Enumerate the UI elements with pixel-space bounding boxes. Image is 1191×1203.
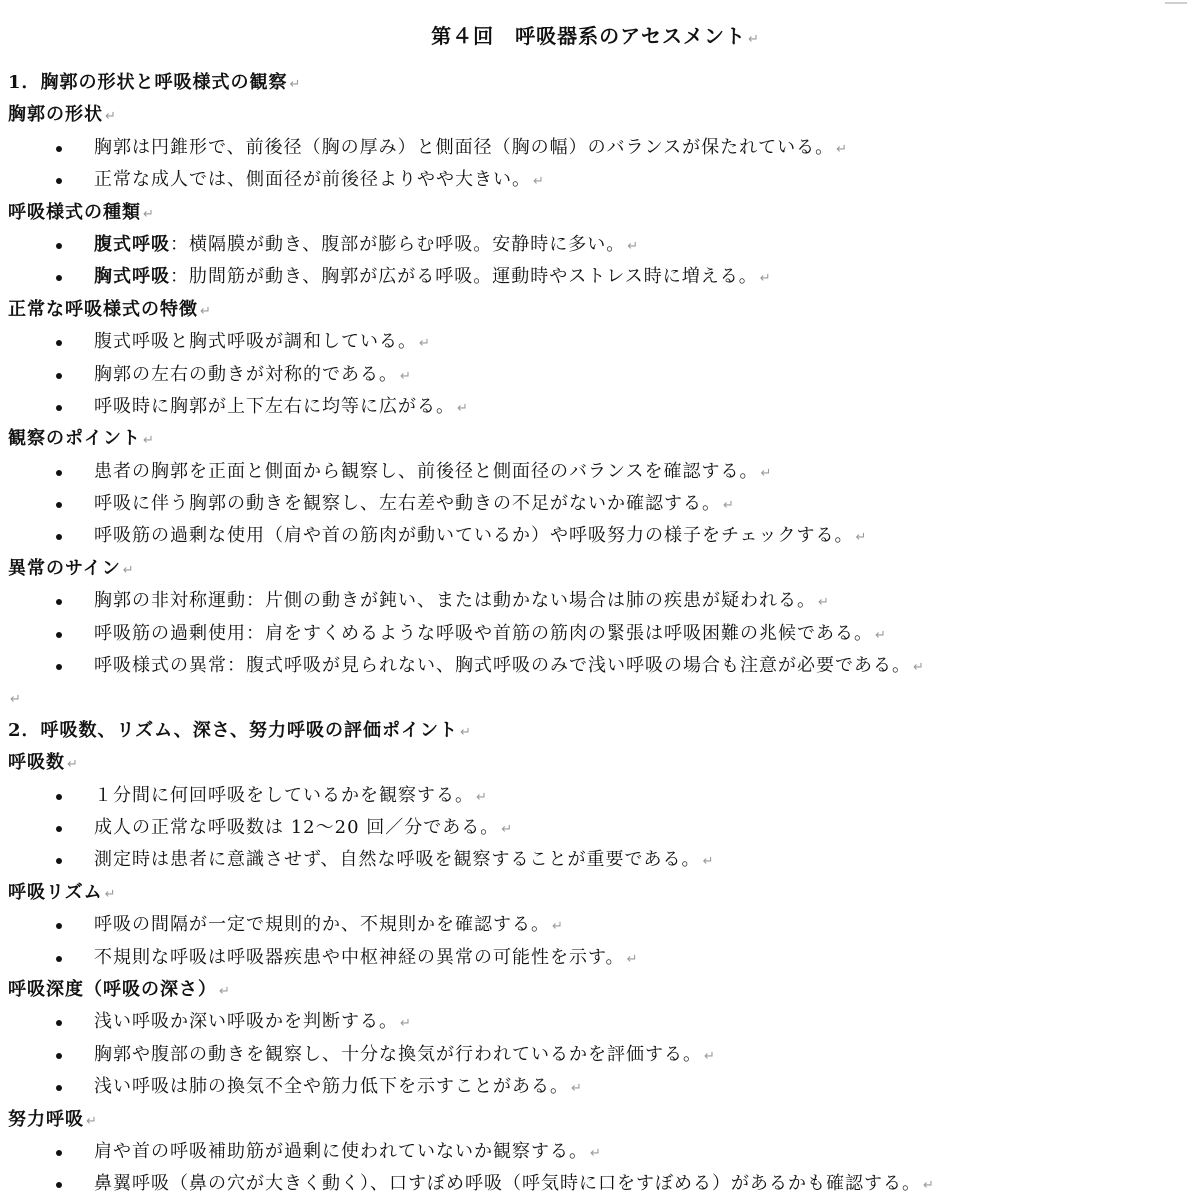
paragraph-mark-icon: ↵ — [143, 206, 155, 222]
bullet-icon — [56, 956, 62, 962]
list-item — [8, 359, 1183, 391]
subsection-heading — [8, 99, 1183, 131]
paragraph-mark-icon: ↵ — [457, 400, 469, 416]
list-item — [8, 326, 1183, 358]
subsection-heading-text: 異常のサイン — [8, 557, 121, 579]
bullet-icon — [56, 405, 62, 411]
bold-term: 腹式呼吸 — [94, 233, 170, 255]
paragraph-mark-icon: ↵ — [104, 886, 117, 902]
subsection-heading-text: 呼吸様式の種類 — [8, 201, 141, 223]
paragraph-mark-icon: ↵ — [913, 660, 925, 676]
bullet-icon — [56, 146, 62, 152]
list-item-text: 胸郭の非対称運動：片側の動きが鈍い、または動かない場合は肺の疾患が疑われる。 — [94, 590, 816, 612]
list-item-text: 成人の正常な呼吸数は 12～20 回／分である。 — [94, 816, 500, 838]
bullet-icon — [56, 664, 62, 670]
list-item — [8, 585, 1183, 617]
list-item-text: 呼吸時に胸郭が上下左右に均等に広がる。 — [94, 395, 455, 417]
paragraph-mark-icon: ↵ — [760, 465, 773, 481]
list-item-text: 呼吸筋の過剰使用：肩をすくめるような呼吸や首筋の筋肉の緊張は呼吸困難の兆候である。 — [94, 622, 873, 644]
paragraph-mark-icon: ↵ — [200, 303, 212, 319]
list-item-text: 呼吸様式の異常：腹式呼吸が見られない、胸式呼吸のみで浅い呼吸の場合も注意が必要である。 — [94, 655, 911, 677]
paragraph-mark-icon: ↵ — [400, 1016, 412, 1032]
subsection-heading — [8, 1104, 1183, 1136]
list-item-text: 胸郭や腹部の動きを観察し、十分な換気が行われているかを評価する。 — [94, 1043, 702, 1065]
list-item-text: 患者の胸郭を正面と側面から観察し、前後径と側面径のバランスを確認する。 — [94, 460, 759, 482]
list-item-text: 腹式呼吸と胸式呼吸が調和している。 — [94, 331, 417, 353]
list-item-text: 浅い呼吸か深い呼吸かを判断する。 — [94, 1011, 398, 1033]
subsection-heading — [8, 974, 1183, 1006]
bullet-icon — [56, 794, 62, 800]
paragraph-mark-icon: ↵ — [875, 627, 887, 643]
paragraph-mark-icon: ↵ — [533, 174, 545, 190]
paragraph-mark-icon: ↵ — [590, 1145, 602, 1161]
subsection-heading-text: 観察のポイント — [8, 428, 141, 450]
document-title — [0, 20, 1191, 49]
subsection-heading-text: 努力呼吸 — [8, 1108, 84, 1130]
page-corner-mark — [1165, 2, 1187, 4]
bullet-icon — [56, 632, 62, 638]
list-item — [8, 1039, 1183, 1071]
list-item-text: 肩や首の呼吸補助筋が過剰に使われていないか観察する。 — [94, 1140, 588, 1162]
bullet-icon — [56, 502, 62, 508]
subsection-heading-text: 呼吸深度（呼吸の深さ） — [8, 978, 217, 1000]
list-item — [8, 132, 1183, 164]
bullet-icon — [56, 534, 62, 540]
paragraph-mark-icon: ↵ — [67, 757, 79, 773]
list-item-text: ：肋間筋が動き、胸郭が広がる呼吸。運動時やストレス時に増える。 — [170, 266, 758, 288]
subsection-heading-text: 胸郭の形状 — [8, 104, 103, 126]
bullet-icon — [56, 1182, 62, 1188]
bullet-icon — [56, 178, 62, 184]
list-item-text: 浅い呼吸は肺の換気不全や筋力低下を示すことがある。 — [94, 1076, 569, 1098]
document-body — [8, 67, 1183, 1201]
list-item-text: 正常な成人では、側面径が前後径よりやや大きい。 — [94, 169, 531, 191]
list-item — [8, 844, 1183, 876]
bold-term: 胸式呼吸 — [94, 266, 170, 288]
subsection-heading — [8, 747, 1183, 779]
subsection-heading — [8, 294, 1183, 326]
bullet-icon — [56, 470, 62, 476]
bullet-icon — [56, 243, 62, 249]
list-item-text: 不規則な呼吸は呼吸器疾患や中枢神経の異常の可能性を示す。 — [94, 946, 625, 968]
bullet-icon — [56, 826, 62, 832]
bullet-icon — [56, 340, 62, 346]
paragraph-mark-icon: ↵ — [836, 141, 849, 157]
paragraph-mark-icon: ↵ — [289, 77, 302, 92]
title-text: 第４回 呼吸器系のアセスメント — [431, 24, 746, 48]
paragraph-mark-icon: ↵ — [571, 1081, 583, 1097]
bullet-icon — [56, 1085, 62, 1091]
bullet-icon — [56, 858, 62, 864]
list-item — [8, 812, 1183, 844]
paragraph-mark-icon: ↵ — [552, 919, 564, 935]
list-item-text: 鼻翼呼吸（鼻の穴が大きく動く）、口すぼめ呼吸（呼気時に口をすぼめる）があるかも確認する。 — [94, 1173, 921, 1195]
section-heading — [8, 67, 1183, 99]
paragraph-mark-icon: ↵ — [855, 530, 868, 546]
paragraph-mark-icon: ↵ — [627, 238, 640, 254]
paragraph-mark-icon: ↵ — [923, 1178, 935, 1194]
paragraph-mark-icon: ↵ — [219, 983, 231, 999]
list-item-text: ：横隔膜が動き、腹部が膨らむ呼吸。安静時に多い。 — [170, 233, 626, 255]
list-item — [8, 488, 1183, 520]
bullet-icon — [56, 1053, 62, 1059]
list-item-text: 測定時は患者に意識させず、自然な呼吸を観察することが重要である。 — [94, 849, 701, 871]
paragraph-mark-icon: ↵ — [501, 821, 514, 837]
paragraph-mark-icon: ↵ — [626, 951, 639, 967]
paragraph-mark-icon: ↵ — [747, 32, 760, 47]
paragraph-mark-icon: ↵ — [105, 109, 117, 125]
paragraph-mark-icon: ↵ — [818, 595, 830, 611]
bullet-icon — [56, 599, 62, 605]
subsection-heading-text: 呼吸リズム — [8, 881, 103, 903]
paragraph-mark-icon: ↵ — [723, 498, 735, 514]
list-item — [8, 618, 1183, 650]
subsection-heading — [8, 877, 1183, 909]
list-item — [8, 229, 1183, 261]
section-heading — [8, 715, 1183, 747]
list-item-text: 呼吸筋の過剰な使用（肩や首の筋肉が動いているか）や呼吸努力の様子をチェックする。 — [94, 525, 854, 547]
paragraph-mark-icon: ↵ — [400, 368, 412, 384]
list-item — [8, 1136, 1183, 1168]
list-item-text: 胸郭は円錐形で、前後径（胸の厚み）と側面径（胸の幅）のバランスが保たれている。 — [94, 136, 835, 158]
paragraph-mark-icon: ↵ — [419, 336, 431, 352]
subsection-heading — [8, 423, 1183, 455]
subsection-heading-text: 呼吸数 — [8, 752, 65, 774]
subsection-heading-text: 正常な呼吸様式の特徴 — [8, 298, 198, 320]
list-item-text: １分間に何回呼吸をしているかを観察する。 — [94, 784, 474, 806]
section-heading-text: 2．呼吸数、リズム、深さ、努力呼吸の評価ポイント — [8, 719, 458, 741]
list-item-text: 呼吸に伴う胸郭の動きを観察し、左右差や動きの不足がないか確認する。 — [94, 493, 721, 515]
list-item — [8, 1071, 1183, 1103]
list-item — [8, 520, 1183, 552]
list-item — [8, 456, 1183, 488]
bullet-icon — [56, 373, 62, 379]
bullet-icon — [56, 1020, 62, 1026]
list-item — [8, 1168, 1183, 1200]
list-item — [8, 391, 1183, 423]
paragraph-mark-icon: ↵ — [10, 692, 21, 708]
paragraph-mark-icon: ↵ — [143, 433, 155, 449]
bullet-icon — [56, 275, 62, 281]
list-item-text: 胸郭の左右の動きが対称的である。 — [94, 363, 398, 385]
subsection-heading — [8, 197, 1183, 229]
paragraph-mark-icon: ↵ — [476, 789, 488, 805]
bullet-icon — [56, 923, 62, 929]
section-heading-text: 1．胸郭の形状と呼吸様式の観察 — [8, 72, 288, 93]
list-item — [8, 909, 1183, 941]
paragraph-mark-icon: ↵ — [459, 724, 472, 740]
subsection-heading — [8, 553, 1183, 585]
empty-paragraph — [8, 682, 1183, 714]
list-item — [8, 650, 1183, 682]
list-item — [8, 780, 1183, 812]
paragraph-mark-icon: ↵ — [704, 1048, 716, 1064]
bullet-icon — [56, 1150, 62, 1156]
list-item-text: 呼吸の間隔が一定で規則的か、不規則かを確認する。 — [94, 914, 550, 936]
paragraph-mark-icon: ↵ — [86, 1113, 98, 1129]
list-item — [8, 261, 1183, 293]
paragraph-mark-icon: ↵ — [759, 271, 772, 287]
list-item — [8, 942, 1183, 974]
paragraph-mark-icon: ↵ — [122, 562, 135, 578]
list-item — [8, 164, 1183, 196]
list-item — [8, 1006, 1183, 1038]
paragraph-mark-icon: ↵ — [702, 854, 715, 870]
